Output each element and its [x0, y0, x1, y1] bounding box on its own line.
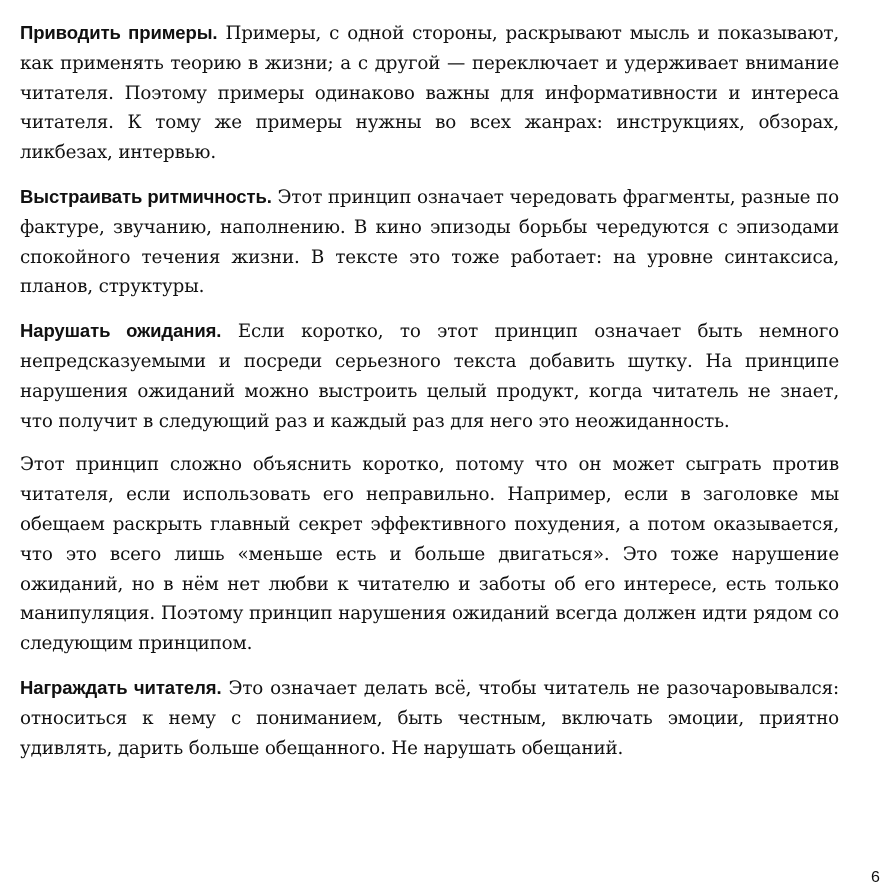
- paragraph-body: Если коротко, то этот принцип означает быть немного непредсказуемыми и посреди серьезного текста добавить шутку. На принципе нарушения ожиданий можно выстроить целый продукт, когда читатель не знает, что получит в следующий раз и каждый раз для него это неожиданность.: [20, 321, 839, 432]
- paragraph-reward: [20, 673, 839, 763]
- paragraph-body: Этот принцип означает чередовать фрагменты, разные по фактуре, звучанию, наполнению. В кино эпизоды борьбы чередуются с эпизодами спокойного течения жизни. В тексте это тоже работает: на уровне синтаксиса, планов, структуры.: [20, 186, 839, 298]
- paragraph-explanation: [20, 450, 839, 659]
- paragraph-lead: Приводить примеры.: [20, 22, 218, 43]
- paragraph-lead: Нарушать ожидания.: [20, 320, 222, 342]
- paragraph-body: Этот принцип сложно объяснить коротко, потому что он может сыграть против читателя, если использовать его неправильно. Например, если в заголовке мы обещаем раскрыть главный секрет эффективного похудения, а потом оказывается, что это всего лишь «меньше есть и больше двигаться». Это тоже нарушение ожиданий, но в нём нет любви к читателю и заботы об его интересе, есть только манипуляция. Поэтому принцип нарушения ожиданий всегда должен идти рядом со следующим принципом.: [20, 454, 839, 655]
- paragraph-rhythm: [20, 182, 839, 302]
- paragraph-examples: [20, 18, 839, 168]
- paragraph-lead: Награждать читателя.: [20, 676, 222, 698]
- paragraph-body: Это означает делать всё, чтобы читатель не разочаровывался: относиться к нему с пониманием, быть честным, включать эмоции, приятно удивлять, дарить больше обещанного. Не нарушать обещаний.: [20, 677, 839, 759]
- paragraph-expectations: [20, 316, 839, 436]
- paragraph-lead: Выстраивать ритмичность.: [20, 185, 272, 207]
- document-page: [20, 18, 839, 777]
- paragraph-body: Примеры, с одной стороны, раскрывают мысль и показывают, как применять теорию в жизни; а с другой — переключает и удерживает внимание читателя. Поэтому примеры одинаково важны для информативности и интереса читателя. К тому же примеры нужны во всех жанрах: инструкциях, обзорах, ликбезах, интервью.: [20, 23, 839, 164]
- page-number: 6: [871, 869, 880, 886]
